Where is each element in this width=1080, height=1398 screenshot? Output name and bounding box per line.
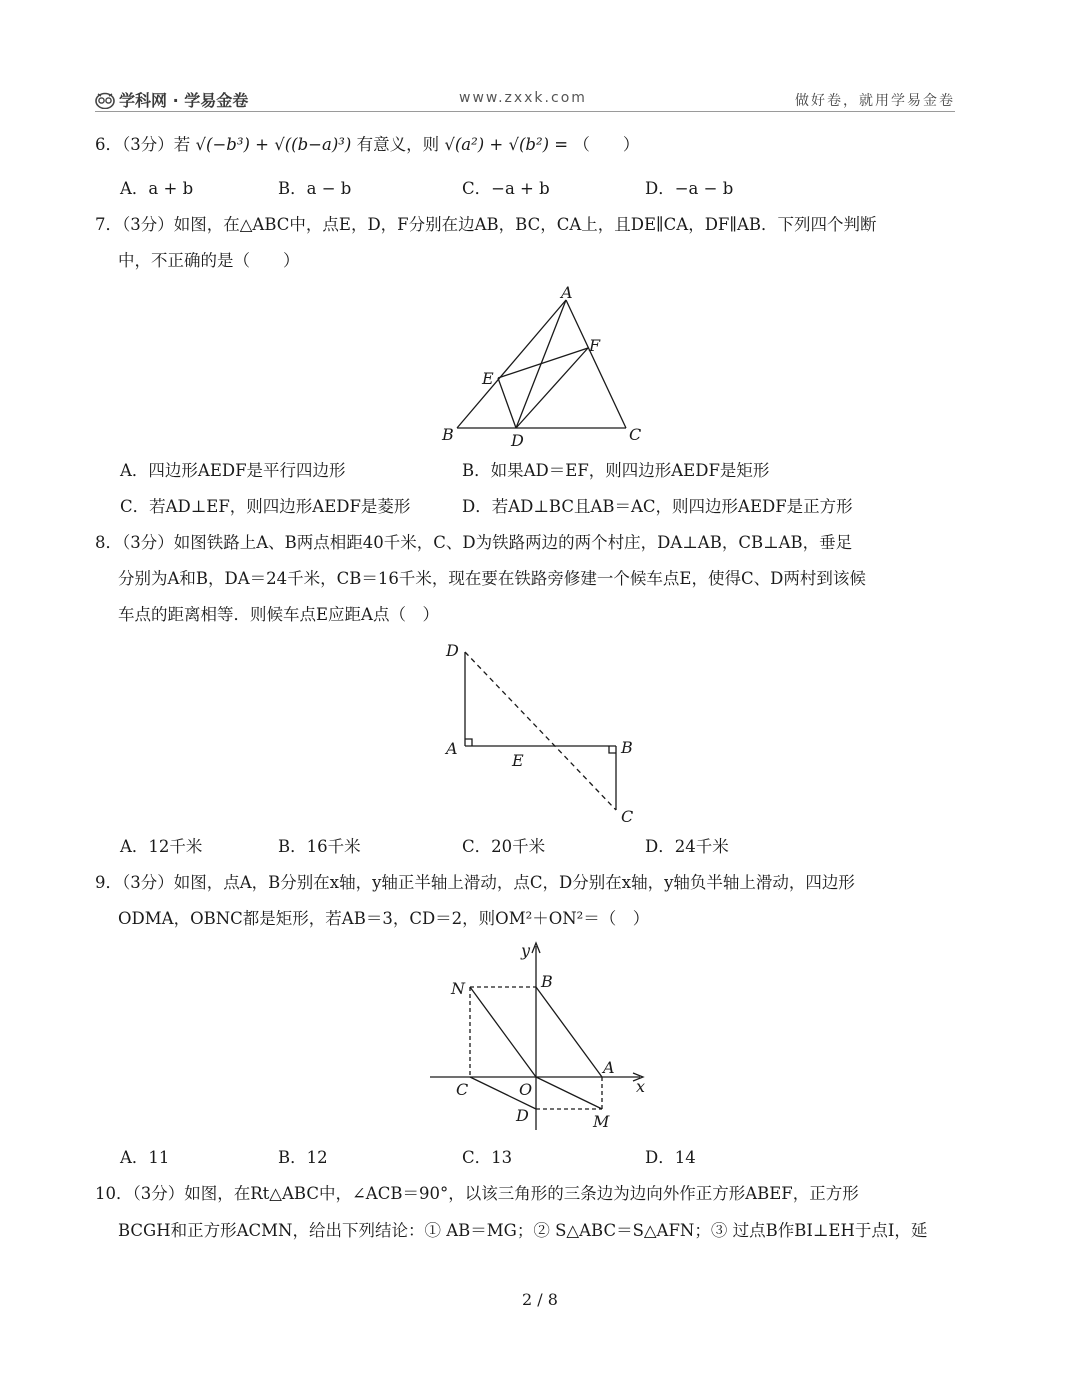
q7-label-c: C — [629, 425, 642, 444]
q9-option-a[interactable]: A．11 — [120, 1148, 170, 1167]
q6-expression-1: √(−b³) + √((b−a)³) — [195, 135, 352, 154]
q6-option-d[interactable]: D．−a − b — [645, 179, 734, 198]
q7-label-f: F — [589, 336, 601, 355]
q6-stem — [95, 133, 639, 157]
q7-label-d: D — [511, 431, 524, 450]
q9-segment-ab — [536, 987, 602, 1077]
q9-option-d[interactable]: D．14 — [645, 1148, 696, 1167]
q8-label-d: D — [446, 641, 459, 660]
q7-side-ab — [457, 300, 566, 428]
q7-option-d[interactable]: D．若AD⊥BC且AB＝AC，则四边形AEDF是正方形 — [462, 497, 853, 516]
q8-dashed-dc — [465, 652, 616, 810]
q8-option-b[interactable]: B．16千米 — [278, 837, 361, 856]
q9-stem-line2: ODMA，OBNC都是矩形，若AB＝3，CD＝2，则OM²＋ON²＝（ ） — [118, 909, 650, 928]
q6-text-mid: 有意义，则 — [356, 135, 440, 154]
header-slogan: 做好卷，就用学易金卷 — [795, 93, 955, 109]
q6-blank: （ ） — [573, 135, 640, 154]
q9-label-n: N — [451, 979, 465, 998]
page-header — [95, 88, 955, 110]
page-number: 2 / 8 — [522, 1290, 558, 1309]
q8-railway-figure — [440, 638, 650, 830]
q8-stem-line3: 车点的距离相等．则候车点E应距A点（ ） — [118, 605, 439, 624]
q9-option-b[interactable]: B．12 — [278, 1148, 328, 1167]
header-divider — [95, 111, 955, 112]
site-url: www.zxxk.com — [459, 90, 587, 106]
q10-stem-line1: 10．（3分）如图，在Rt△ABC中，∠ACB＝90°，以该三角形的三条边为边向外作正方形ABEF，正方形 — [95, 1184, 859, 1203]
q8-stem-line2: 分别为A和B，DA＝24千米，CB＝16千米，现在要在铁路旁修建一个候车点E，使得C、D两村到该候 — [118, 569, 866, 588]
q8-option-d[interactable]: D．24千米 — [645, 837, 729, 856]
q8-label-e: E — [512, 751, 524, 770]
q9-label-o: O — [519, 1080, 533, 1099]
q6-expression-2: √(a²) + √(b²) = — [444, 135, 569, 154]
q6-option-c[interactable]: C．−a + b — [462, 179, 550, 198]
q6-number: 6． — [95, 135, 122, 154]
q8-label-b: B — [621, 738, 633, 757]
q8-right-angle-a — [465, 739, 472, 746]
q9-label-x: x — [636, 1077, 646, 1096]
q9-stem-line1: 9．（3分）如图，点A，B分别在x轴，y轴正半轴上滑动，点C，D分别在x轴，y轴负半轴上滑动，四边形 — [95, 873, 855, 892]
q7-triangle-figure — [430, 280, 660, 455]
q9-segment-om — [536, 1077, 602, 1109]
q9-label-y: y — [521, 941, 531, 960]
q8-label-a: A — [446, 739, 458, 758]
q7-stem-line2: 中，不正确的是（ ） — [118, 251, 300, 270]
q7-label-a: A — [561, 283, 573, 302]
q9-label-b: B — [541, 972, 553, 991]
q9-label-d: D — [516, 1106, 529, 1125]
q8-right-angle-b — [609, 746, 616, 753]
q6-text-pre: 若 — [173, 135, 191, 154]
q9-label-c: C — [456, 1080, 469, 1099]
logo-text: 学科网 · 学易金卷 — [119, 91, 249, 110]
q7-label-e: E — [482, 369, 494, 388]
q7-side-ac — [566, 300, 626, 428]
q6-option-b[interactable]: B．a − b — [278, 179, 352, 198]
q8-label-c: C — [621, 807, 634, 826]
q7-label-b: B — [442, 425, 454, 444]
brand-logo — [95, 88, 248, 111]
q10-stem-line2: BCGH和正方形ACMN，给出下列结论：① AB＝MG；② S△ABC＝S△AFN；③ 过点B作BI⊥EH于点I，延 — [118, 1221, 928, 1240]
q7-stem-line1: 7．（3分）如图，在△ABC中，点E，D，F分别在边AB，BC，CA上，且DE∥CA，DF∥AB．下列四个判断 — [95, 215, 877, 234]
q7-segment-de — [498, 378, 516, 428]
q9-segment-no — [470, 987, 536, 1077]
q7-option-a[interactable]: A．四边形AEDF是平行四边形 — [120, 461, 346, 480]
owl-logo-icon — [95, 91, 115, 109]
q8-stem-line1: 8．（3分）如图铁路上A、B两点相距40千米，C、D为铁路两边的两个村庄，DA⊥AB，CB⊥AB，垂足 — [95, 533, 853, 552]
q7-segment-ad — [516, 300, 566, 428]
q9-axes-figure — [425, 938, 660, 1138]
q7-option-b[interactable]: B．如果AD＝EF，则四边形AEDF是矩形 — [462, 461, 770, 480]
q6-score: （3分） — [122, 135, 174, 154]
q6-option-a[interactable]: A．a + b — [120, 179, 194, 198]
q8-option-c[interactable]: C．20千米 — [462, 837, 546, 856]
q9-label-m: M — [593, 1112, 610, 1131]
q8-option-a[interactable]: A．12千米 — [120, 837, 203, 856]
q7-option-c[interactable]: C．若AD⊥EF，则四边形AEDF是菱形 — [120, 497, 411, 516]
q9-label-a: A — [603, 1058, 615, 1077]
q9-option-c[interactable]: C．13 — [462, 1148, 513, 1167]
